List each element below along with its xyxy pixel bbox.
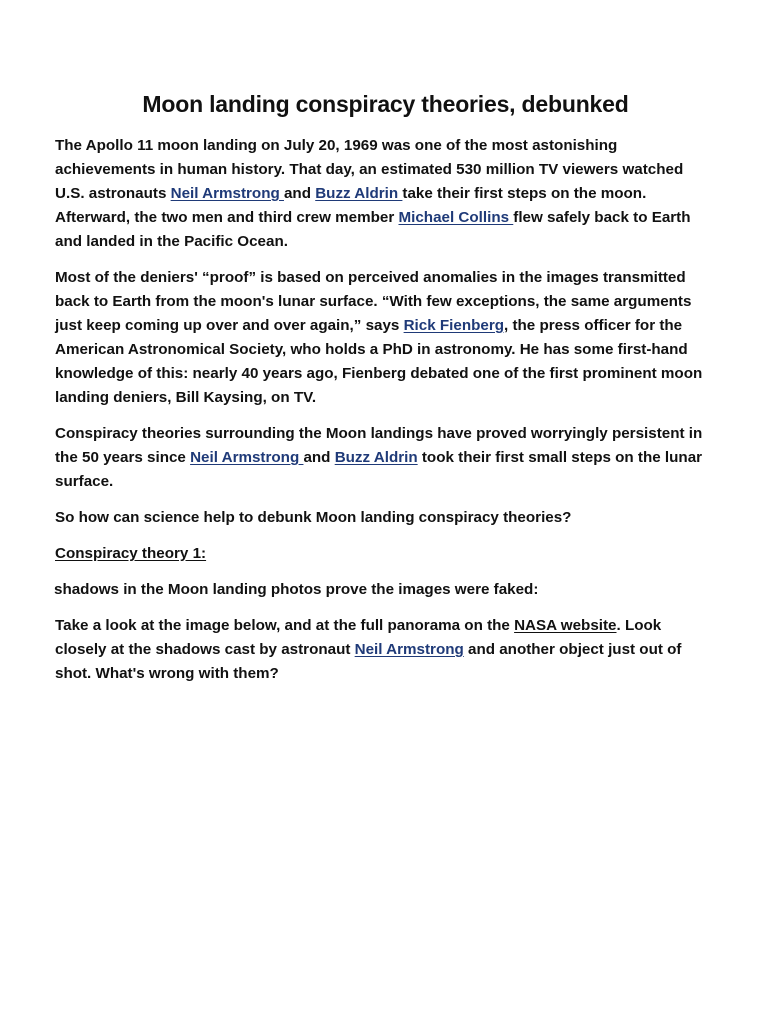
paragraph-text: and: [283, 185, 316, 202]
paragraph-shadows: [55, 614, 716, 686]
paragraph-text: Take a look at the image below, and at the full panorama on the: [55, 617, 515, 634]
paragraph-text: Most of the deniers' “proof” is based on perceived anomalies in the images transmitted back to Earth from the moon's lunar surface. “With few exceptions, the same arguments just keep coming up over and over again,” says: [55, 269, 692, 334]
section-heading-conspiracy-theory-1: [55, 542, 716, 566]
rick-fienberg-link[interactable]: Rick Fienberg: [403, 317, 505, 334]
paragraph-text: flew safely back to Earth and landed in the Pacific Ocean.: [55, 209, 691, 250]
paragraph-apollo-11: [55, 134, 716, 254]
paragraph-text: and another object just out of shot. What's wrong with them?: [55, 641, 682, 682]
section-heading-text: Conspiracy theory 1:: [55, 545, 207, 562]
neil-armstrong-link[interactable]: Neil Armstrong: [354, 641, 464, 658]
buzz-aldrin-link[interactable]: Buzz Aldrin: [315, 185, 403, 202]
paragraph-text: , the press officer for the American Astronomical Society, who holds a PhD in astronomy. He has some first-hand knowledge of this: nearly 40 years ago, Fienberg debated one of the first prominent moon landing deniers, Bill Kaysing, on TV.: [55, 317, 703, 406]
paragraph-science-question: So how can science help to debunk Moon landing conspiracy theories?: [55, 509, 572, 526]
document-title: Moon landing conspiracy theories, debunked: [142, 91, 629, 117]
nasa-website-link[interactable]: NASA website: [514, 617, 617, 634]
neil-armstrong-link[interactable]: Neil Armstrong: [170, 185, 284, 202]
paragraph-text: Conspiracy theories surrounding the Moon landings have proved worryingly persistent in the 50 years since: [55, 425, 703, 466]
michael-collins-link[interactable]: Michael Collins: [398, 209, 514, 226]
neil-armstrong-link[interactable]: Neil Armstrong: [190, 449, 304, 466]
paragraph-text: and: [303, 449, 335, 466]
paragraph-deniers-proof: [55, 266, 716, 410]
paragraph-text: took their first small steps on the lunar surface.: [55, 449, 703, 490]
paragraph-text: . Look closely at the shadows cast by astronaut: [55, 617, 662, 658]
conspiracy-theory-claim: shadows in the Moon landing photos prove the images were faked:: [54, 581, 539, 598]
buzz-aldrin-link[interactable]: Buzz Aldrin: [334, 449, 418, 466]
paragraph-persistent-theories: [55, 422, 716, 494]
paragraph-text: take their first steps on the moon. Afterward, the two men and third crew member: [55, 185, 647, 226]
paragraph-text: The Apollo 11 moon landing on July 20, 1969 was one of the most astonishing achievements in human history. That day, an estimated 530 million TV viewers watched U.S. astronauts: [55, 137, 684, 202]
